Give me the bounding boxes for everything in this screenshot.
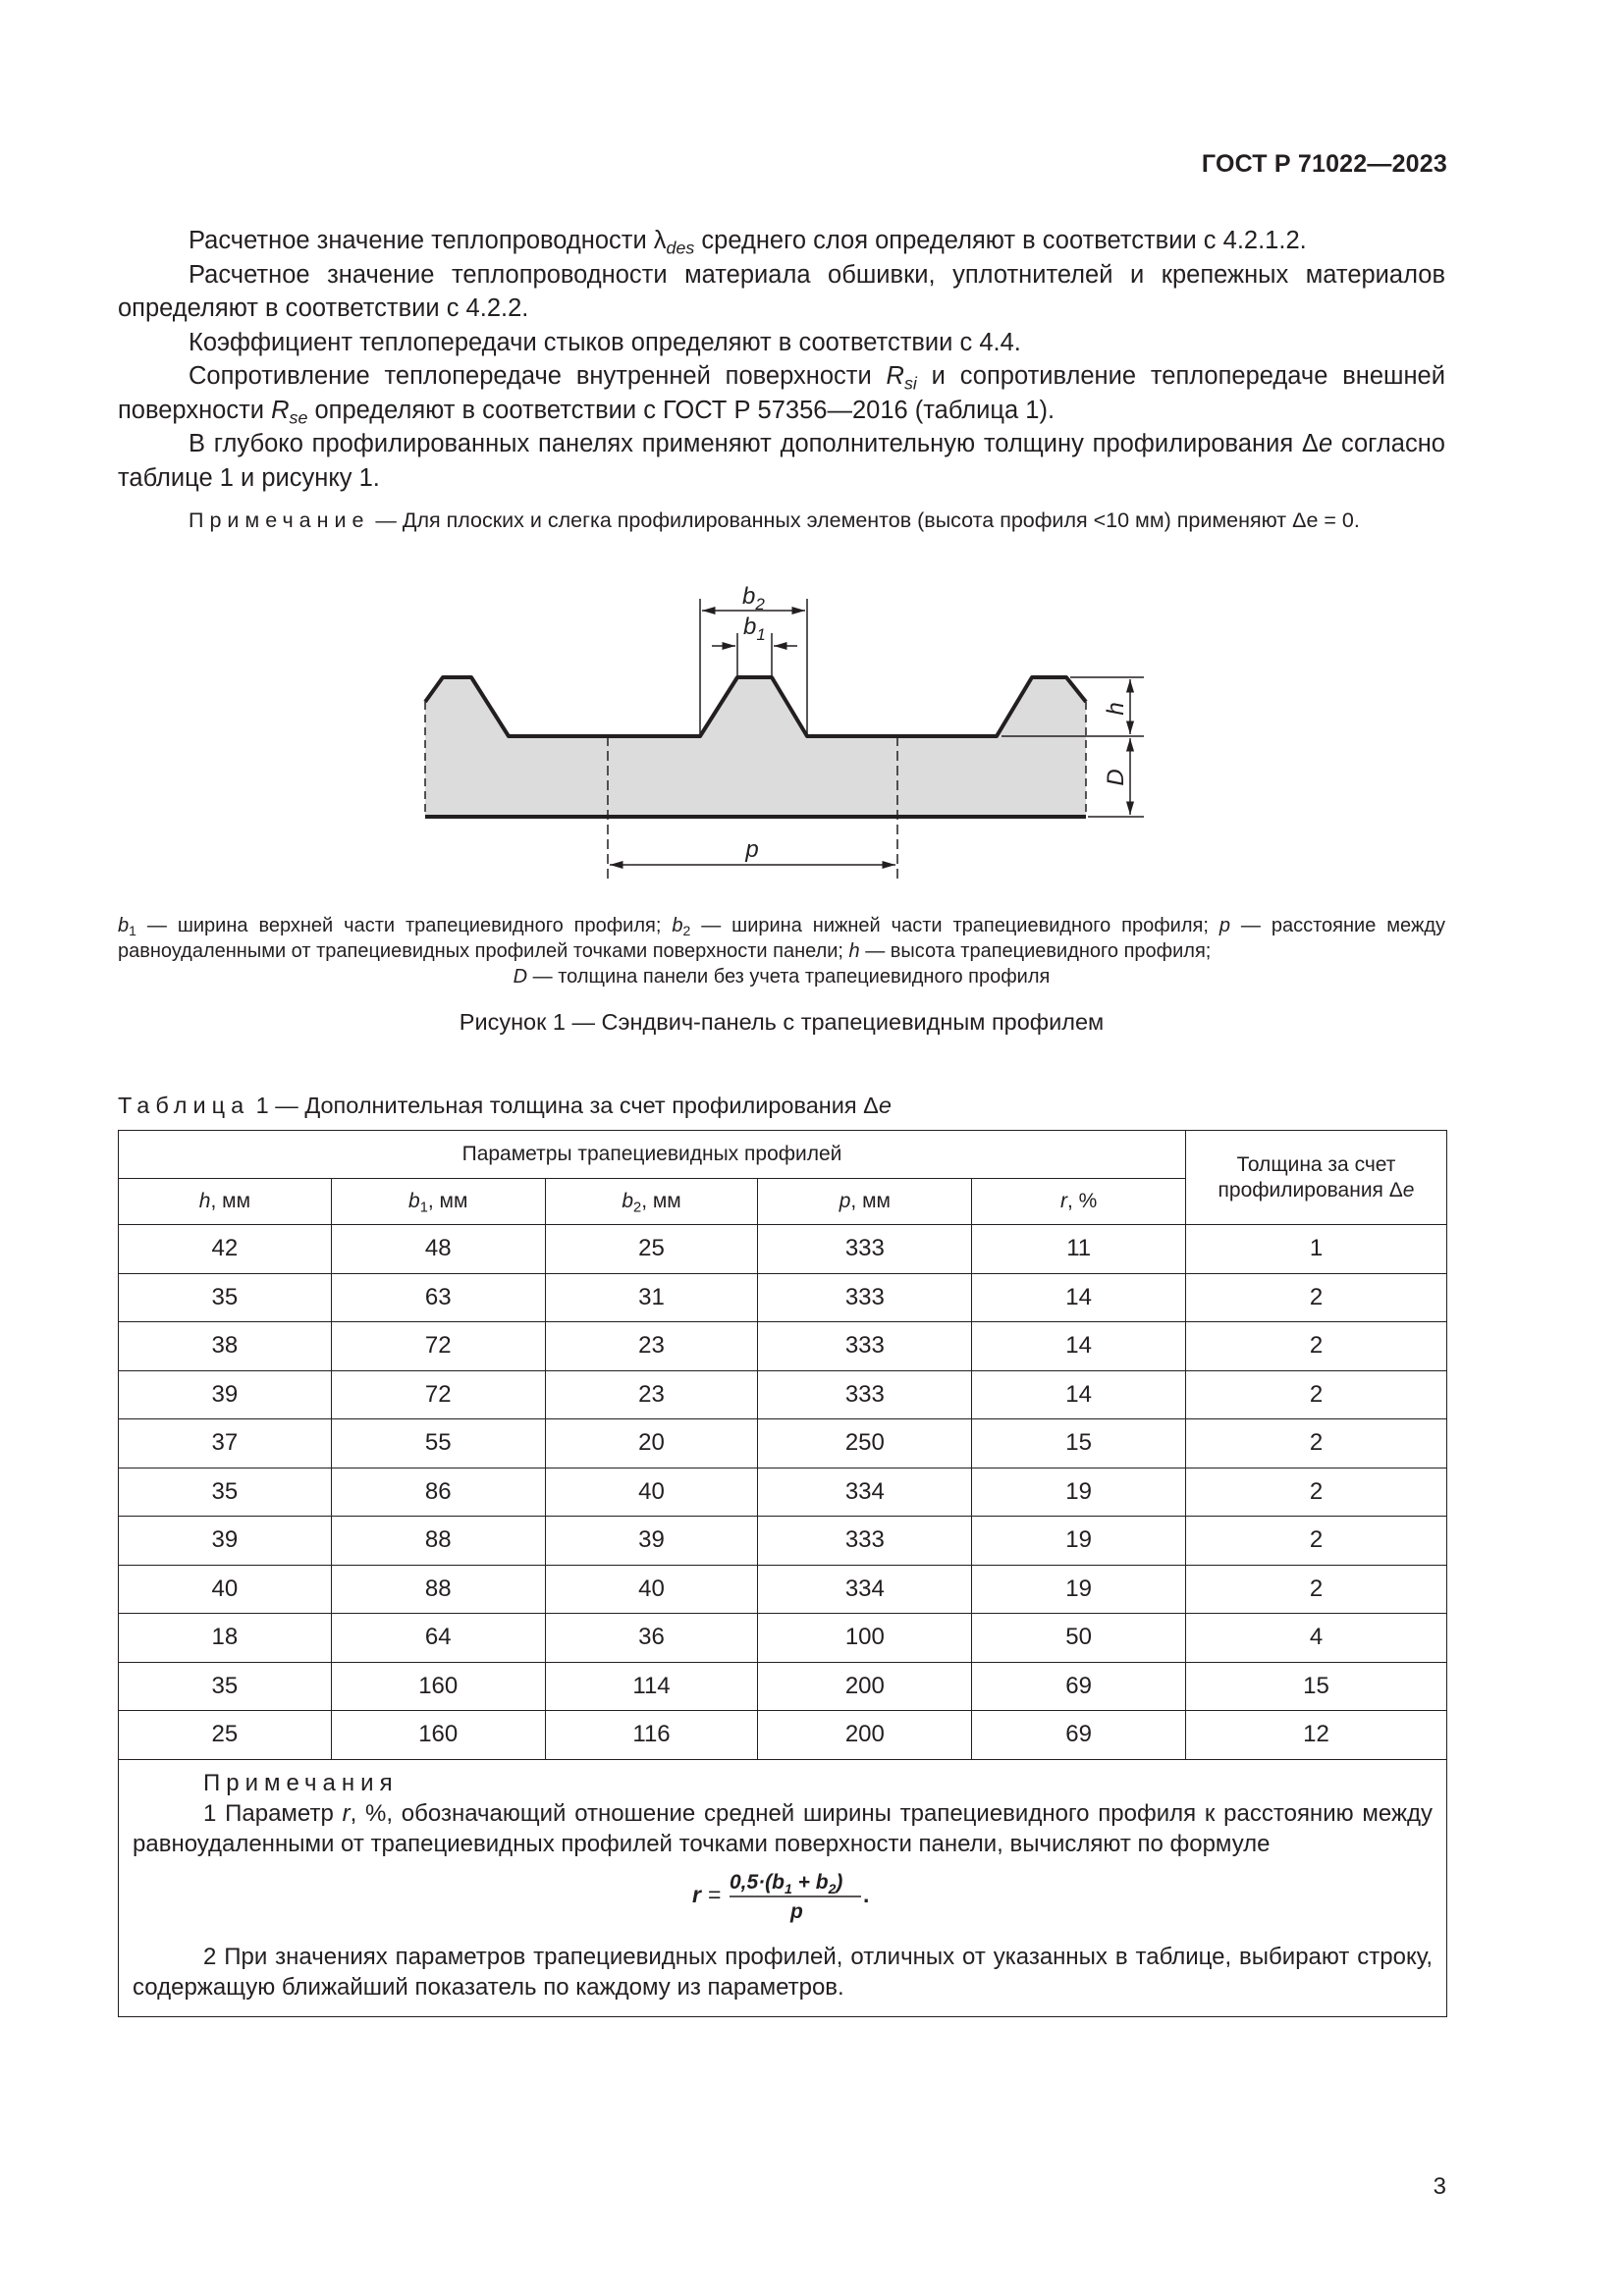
table-cell: 39 [545, 1517, 758, 1566]
body-text [118, 224, 1445, 495]
table-cell: 40 [545, 1468, 758, 1517]
table-cell: 31 [545, 1273, 758, 1322]
table-cell: 14 [972, 1370, 1186, 1419]
table-cell: 4 [1186, 1614, 1447, 1663]
note-text: — Для плоских и слегка профилированных элементов (высота профиля <10 мм) применяют Δe = 0. [369, 508, 1360, 532]
sandwich-panel-figure [412, 574, 1198, 898]
page-number: 3 [1433, 2173, 1446, 2200]
label-p: p [745, 836, 759, 863]
table-cell: 23 [545, 1370, 758, 1419]
column-header: r, % [972, 1179, 1186, 1225]
table-cell: 48 [331, 1225, 545, 1274]
figure-caption: Рисунок 1 — Сэндвич-панель с трапециевидным профилем [459, 1009, 1105, 1035]
table-cell: 2 [1186, 1322, 1447, 1371]
table-cell: 36 [545, 1614, 758, 1663]
table-cell: 333 [758, 1322, 972, 1371]
table-cell: 35 [119, 1468, 332, 1517]
notes-label: Примечания [203, 1769, 399, 1796]
table-cell: 19 [972, 1517, 1186, 1566]
table-row [119, 1419, 1447, 1468]
table-cell: 160 [331, 1711, 545, 1760]
svg-text:.: . [863, 1881, 870, 1907]
table-cell: 333 [758, 1517, 972, 1566]
table-row [119, 1662, 1447, 1711]
note-label: Примечание [189, 508, 370, 532]
column-header: h, мм [119, 1179, 332, 1225]
formula [133, 1859, 1433, 1942]
table-row [119, 1273, 1447, 1322]
table-cell: 12 [1186, 1711, 1447, 1760]
table-cell: 334 [758, 1468, 972, 1517]
note [118, 507, 1445, 534]
table-cell: 100 [758, 1614, 972, 1663]
table-row [119, 1517, 1447, 1566]
column-header: p, мм [758, 1179, 972, 1225]
table-cell: 86 [331, 1468, 545, 1517]
table-cell: 88 [331, 1517, 545, 1566]
table-cell: 69 [972, 1711, 1186, 1760]
table-cell: 39 [119, 1370, 332, 1419]
table-row [119, 1370, 1447, 1419]
note-2: 2 При значениях параметров трапециевидных профилей, отличных от указанных в таблице, выбирают строку, содержащую ближайший показатель по каждому из параметров. [133, 1943, 1433, 2001]
paragraph: Сопротивление теплопередаче внутренней поверхности $R_{si}$ и сопротивление теплопередаче внешней поверхности $R_{se}$ определяют в соответствии с ГОСТ Р 57356—2016 (таблица 1). [118, 362, 1445, 427]
table-cell: 35 [119, 1273, 332, 1322]
svg-text:0,5·(b1 + b2): $0,5\cdot(b_1 + b_2)$ [730, 1870, 843, 1896]
table-cell: 40 [545, 1565, 758, 1614]
paragraph: Расчетное значение теплопроводности материала обшивки, уплотнителей и крепежных материалов определяют в соответствии с 4.2.2. [118, 260, 1445, 322]
table-cell: 72 [331, 1370, 545, 1419]
document-number: ГОСТ Р 71022—2023 [1201, 150, 1447, 178]
table-cell: 2 [1186, 1517, 1447, 1566]
panel-body [425, 677, 1086, 817]
table-cell: 333 [758, 1370, 972, 1419]
table-row [119, 1614, 1447, 1663]
table-cell: 333 [758, 1225, 972, 1274]
table-cell: 15 [972, 1419, 1186, 1468]
label-D: D [1103, 769, 1129, 786]
table-cell: 2 [1186, 1370, 1447, 1419]
table-cell: 18 [119, 1614, 332, 1663]
table-cell: 14 [972, 1273, 1186, 1322]
table-title: Таблица 1 — Дополнительная толщина за счет профилирования Δe [118, 1093, 892, 1118]
svg-text:p: p [790, 1899, 803, 1923]
group-header: Параметры трапециевидных профилей [119, 1131, 1186, 1179]
table-cell: 88 [331, 1565, 545, 1614]
table-cell: 69 [972, 1662, 1186, 1711]
label-b2: $b_2$ [742, 583, 765, 614]
table-cell: 200 [758, 1711, 972, 1760]
table-cell: 250 [758, 1419, 972, 1468]
table-cell: 72 [331, 1322, 545, 1371]
table-cell: 55 [331, 1419, 545, 1468]
table-cell: 40 [119, 1565, 332, 1614]
table-cell: 39 [119, 1517, 332, 1566]
table-cell: 38 [119, 1322, 332, 1371]
table-cell: 50 [972, 1614, 1186, 1663]
table-cell: 334 [758, 1565, 972, 1614]
label-b1: $b_1$ [743, 614, 766, 644]
table-cell: 42 [119, 1225, 332, 1274]
table-row [119, 1468, 1447, 1517]
svg-text:=: = [708, 1881, 722, 1907]
table-row [119, 1565, 1447, 1614]
table-cell: 2 [1186, 1273, 1447, 1322]
table-cell: 1 [1186, 1225, 1447, 1274]
table-cell: 35 [119, 1662, 332, 1711]
paragraph: Коэффициент теплопередачи стыков определяют в соответствии с 4.4. [189, 328, 1021, 356]
profile-table [118, 1130, 1447, 2017]
column-header: $b_2$, мм [545, 1179, 758, 1225]
table-cell: 116 [545, 1711, 758, 1760]
formula-graphic [684, 1863, 881, 1926]
table-cell: 333 [758, 1273, 972, 1322]
note-1: 1 Параметр r, %, обозначающий отношение средней ширины трапециевидного профиля к расстоянию между равноудаленными от трапециевидных профилей точками поверхности панели, вычисляют по формуле [133, 1799, 1433, 1857]
table-cell: 15 [1186, 1662, 1447, 1711]
label-h: h [1103, 702, 1129, 716]
svg-text:r: r [692, 1881, 701, 1907]
thickness-header: Толщина за счет профилирования Δe [1186, 1131, 1447, 1225]
table-cell: 14 [972, 1322, 1186, 1371]
table-cell: 11 [972, 1225, 1186, 1274]
table-cell: 114 [545, 1662, 758, 1711]
table-cell: 160 [331, 1662, 545, 1711]
table-row [119, 1322, 1447, 1371]
table-row [119, 1711, 1447, 1760]
column-header: $b_1$, мм [331, 1179, 545, 1225]
paragraph: В глубоко профилированных панелях применяют дополнительную толщину профилирования Δe согласно таблице 1 и рисунку 1. [118, 430, 1445, 492]
table-notes [119, 1759, 1447, 2016]
table-cell: 23 [545, 1322, 758, 1371]
table-cell: 2 [1186, 1419, 1447, 1468]
table-cell: 37 [119, 1419, 332, 1468]
table-cell: 20 [545, 1419, 758, 1468]
table-cell: 25 [119, 1711, 332, 1760]
table-cell: 19 [972, 1468, 1186, 1517]
figure-legend: $b_1$ — ширина верхней части трапециевидного профиля; $b_2$ — ширина нижней части трапециевидного профиля; p — расстояние между равноудаленными от трапециевидных профилей точками поверхности панели; h — высота трапециевидного профиля; D — толщина панели без учета трапециевидного профиля [118, 915, 1445, 988]
table-cell: 63 [331, 1273, 545, 1322]
table-cell: 19 [972, 1565, 1186, 1614]
table-cell: 2 [1186, 1565, 1447, 1614]
paragraph: Расчетное значение теплопроводности $\lambda_{des}$ среднего слоя определяют в соответствии с 4.2.1.2. [189, 227, 1307, 258]
table-row [119, 1225, 1447, 1274]
table-cell: 200 [758, 1662, 972, 1711]
table-cell: 64 [331, 1614, 545, 1663]
table-cell: 25 [545, 1225, 758, 1274]
table-cell: 2 [1186, 1468, 1447, 1517]
